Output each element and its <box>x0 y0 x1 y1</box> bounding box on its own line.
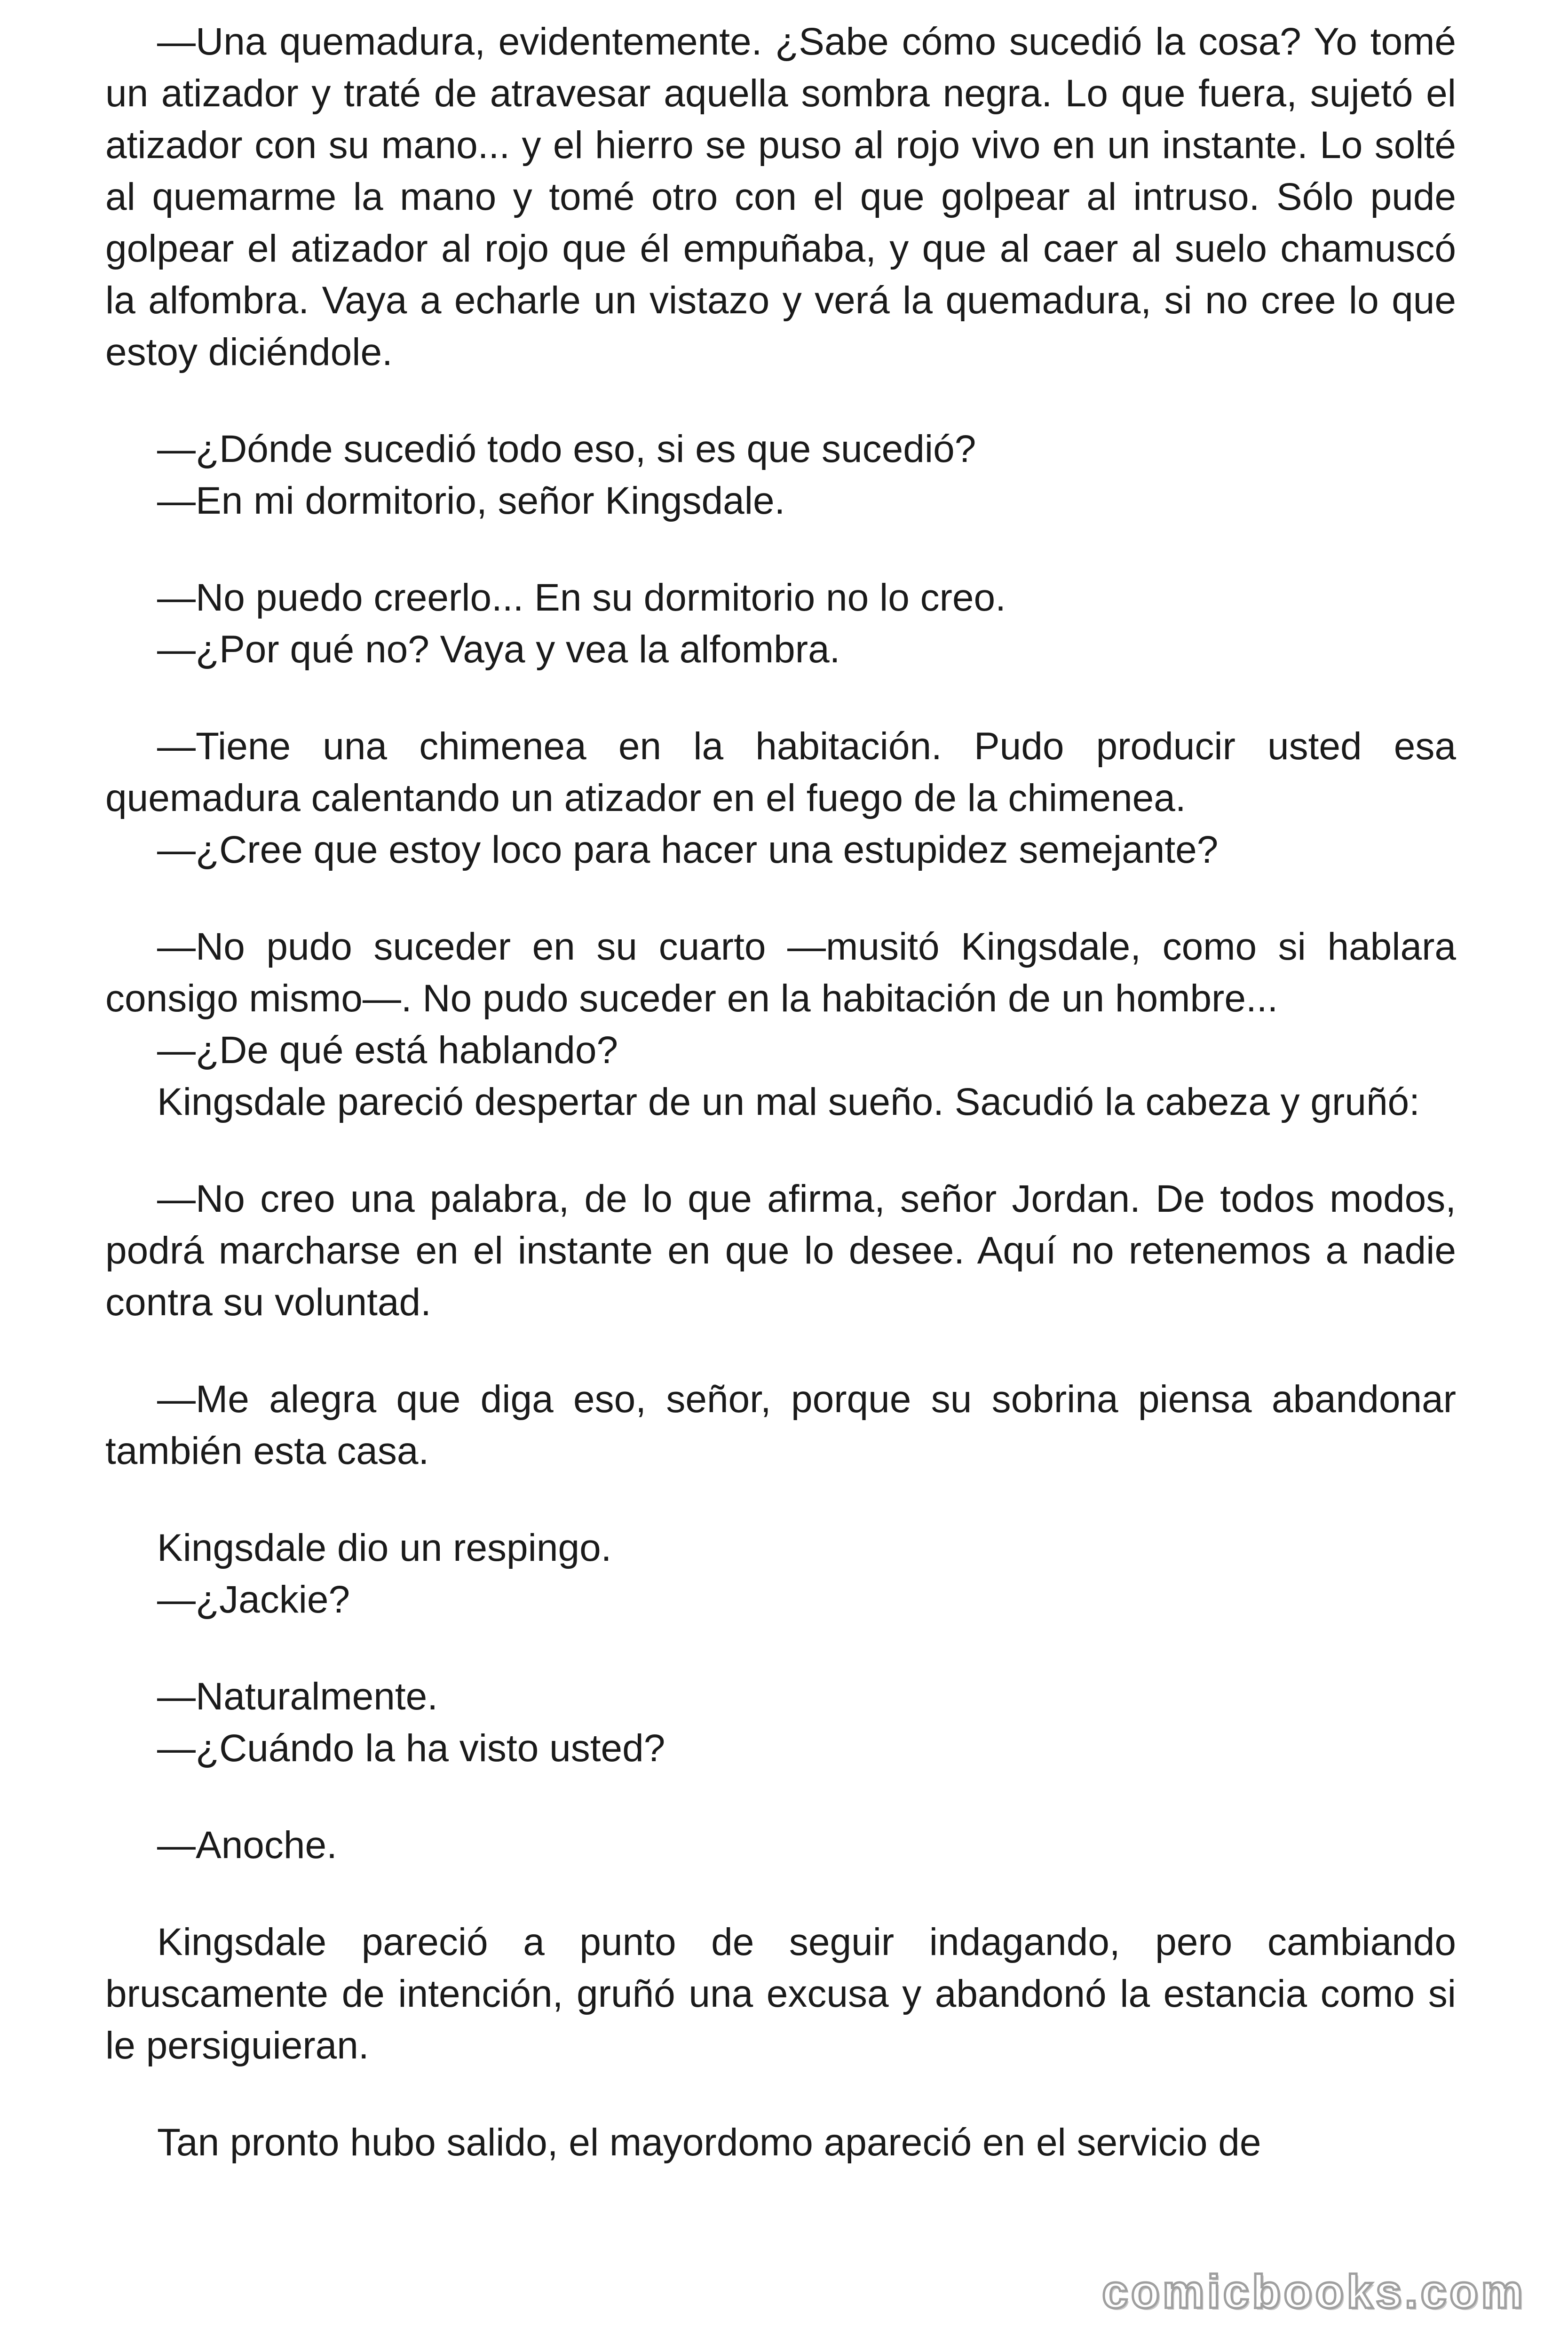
paragraph: —¿Dónde sucedió todo eso, si es que sucedió? <box>157 428 976 470</box>
paragraph: —No creo una palabra, de lo que afirma, señor Jordan. De todos modos, podrá marcharse en el instante en que lo desee. Aquí no retenemos a nadie contra su voluntad. <box>105 1177 1456 1324</box>
paragraph: —No pudo suceder en su cuarto —musitó Kingsdale, como si hablara consigo mismo—. No pudo suceder en la habitación de un hombre... <box>105 925 1456 1020</box>
paragraph: —Anoche. <box>157 1824 337 1867</box>
paragraph: —No puedo creerlo... En su dormitorio no lo creo. <box>157 576 1006 619</box>
paragraph: —Una quemadura, evidentemente. ¿Sabe cómo sucedió la cosa? Yo tomé un atizador y traté de atravesar aquella sombra negra. Lo que fuera, sujetó el atizador con su mano... y el hierro se puso al rojo vivo en un instante. Lo solté al quemarme la mano y tomé otro con el que golpear al intruso. Sólo pude golpear el atizador al rojo que él empuñaba, y que al caer al suelo chamuscó la alfombra. Vaya a echarle un vistazo y verá la quemadura, si no cree lo que estoy diciéndole. <box>105 20 1456 373</box>
paragraph: —¿Por qué no? Vaya y vea la alfombra. <box>157 628 840 671</box>
watermark-logo: comicbooks.com <box>1102 2265 1526 2318</box>
page-text <box>105 16 1456 2169</box>
paragraph: —¿Cree que estoy loco para hacer una estupidez semejante? <box>157 828 1219 871</box>
paragraph: Kingsdale pareció despertar de un mal sueño. Sacudió la cabeza y gruñó: <box>157 1081 1420 1123</box>
paragraph: Tan pronto hubo salido, el mayordomo apareció en el servicio de <box>157 2121 1261 2164</box>
paragraph: Kingsdale pareció a punto de seguir indagando, pero cambiando bruscamente de intención, gruñó una excusa y abandonó la estancia como si le persiguieran. <box>105 1921 1456 2067</box>
paragraph: —¿Jackie? <box>157 1578 350 1621</box>
paragraph: Kingsdale dio un respingo. <box>157 1526 612 1569</box>
paragraph: —Naturalmente. <box>157 1675 438 1718</box>
paragraph: —¿De qué está hablando? <box>157 1029 618 1072</box>
paragraph: —Tiene una chimenea en la habitación. Pudo producir usted esa quemadura calentando un atizador en el fuego de la chimenea. <box>105 725 1456 819</box>
paragraph: —¿Cuándo la ha visto usted? <box>157 1727 665 1770</box>
paragraph: —Me alegra que diga eso, señor, porque su sobrina piensa abandonar también esta casa. <box>105 1378 1456 1472</box>
paragraph: —En mi dormitorio, señor Kingsdale. <box>157 479 785 522</box>
